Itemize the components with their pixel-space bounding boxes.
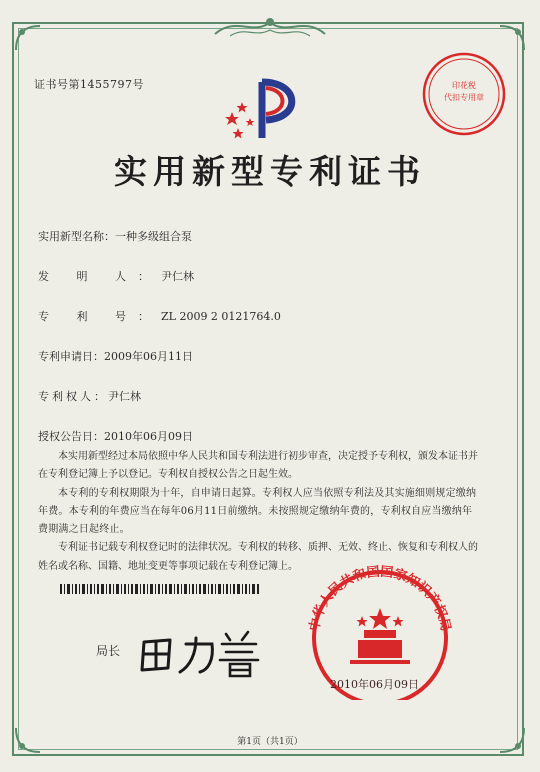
agency-stamp bbox=[420, 50, 508, 138]
filing-date-value: 2009年06月11日 bbox=[104, 350, 193, 363]
field-filing-date bbox=[38, 348, 193, 364]
grant-date-value: 2010年06月09日 bbox=[104, 430, 193, 443]
patentee-value: 尹仁林 bbox=[108, 390, 141, 403]
patent-office-logo-icon bbox=[222, 74, 312, 146]
paragraph-term: 本专利的专利权期限为十年，自申请日起算。专利权人应当依照专利法及其实施细则规定缴纳年费。本专利的年费应当在每年06月11日前缴纳。未按照规定缴纳年费的，专利权自应当缴纳年费期满之日起终止。 bbox=[38, 487, 477, 536]
corner-ornament-tr bbox=[498, 24, 526, 52]
patent-no-label: 专 利 号： bbox=[38, 310, 161, 323]
utility-name-value: 一种多级组合泵 bbox=[115, 230, 192, 243]
patentee-label: 专利权人： bbox=[38, 390, 108, 403]
paragraph-grant: 本实用新型经过本局依照中华人民共和国专利法进行初步审查，决定授予专利权，颁发本证书并在专利登记簿上予以登记。专利权自授权公告之日起生效。 bbox=[38, 451, 478, 481]
top-ornament bbox=[210, 14, 330, 40]
paragraph-legal-status: 专利证书记载专利权登记时的法律状况。专利权的转移、质押、无效、终止、恢复和专利权人的姓名或名称、国籍、地址变更等事项记载在专利登记簿上。 bbox=[38, 542, 478, 572]
patent-no-value: ZL 2009 2 0121764.0 bbox=[161, 310, 281, 323]
utility-name-label: 实用新型名称： bbox=[38, 230, 115, 243]
corner-ornament-tl bbox=[14, 24, 42, 52]
svg-text:代扣专用章: 代扣专用章 bbox=[444, 93, 484, 102]
svg-text:中华人民共和国国家知识产权局: 中华人民共和国国家知识产权局 bbox=[307, 564, 453, 633]
certificate-number: 证书号第1455797号 bbox=[34, 78, 144, 91]
field-patentee bbox=[38, 388, 141, 404]
director-signature bbox=[130, 620, 270, 680]
filing-date-label: 专利申请日： bbox=[38, 350, 104, 363]
inventor-label: 发 明 人： bbox=[38, 270, 161, 283]
certificate-title: 实用新型专利证书 bbox=[114, 152, 426, 191]
inventor-value: 尹仁林 bbox=[161, 270, 194, 283]
seal-date: 2010年06月09日 bbox=[330, 678, 419, 691]
director-label: 局长 bbox=[96, 644, 121, 658]
field-utility-name bbox=[38, 228, 192, 244]
grant-date-label: 授权公告日： bbox=[38, 430, 104, 443]
field-inventor bbox=[38, 268, 194, 284]
svg-text:印花税: 印花税 bbox=[452, 81, 476, 90]
barcode bbox=[60, 584, 260, 594]
certificate-body bbox=[38, 448, 478, 576]
field-patent-no bbox=[38, 308, 281, 324]
page-footer: 第1页（共1页） bbox=[237, 737, 303, 747]
field-grant-date bbox=[38, 428, 193, 444]
